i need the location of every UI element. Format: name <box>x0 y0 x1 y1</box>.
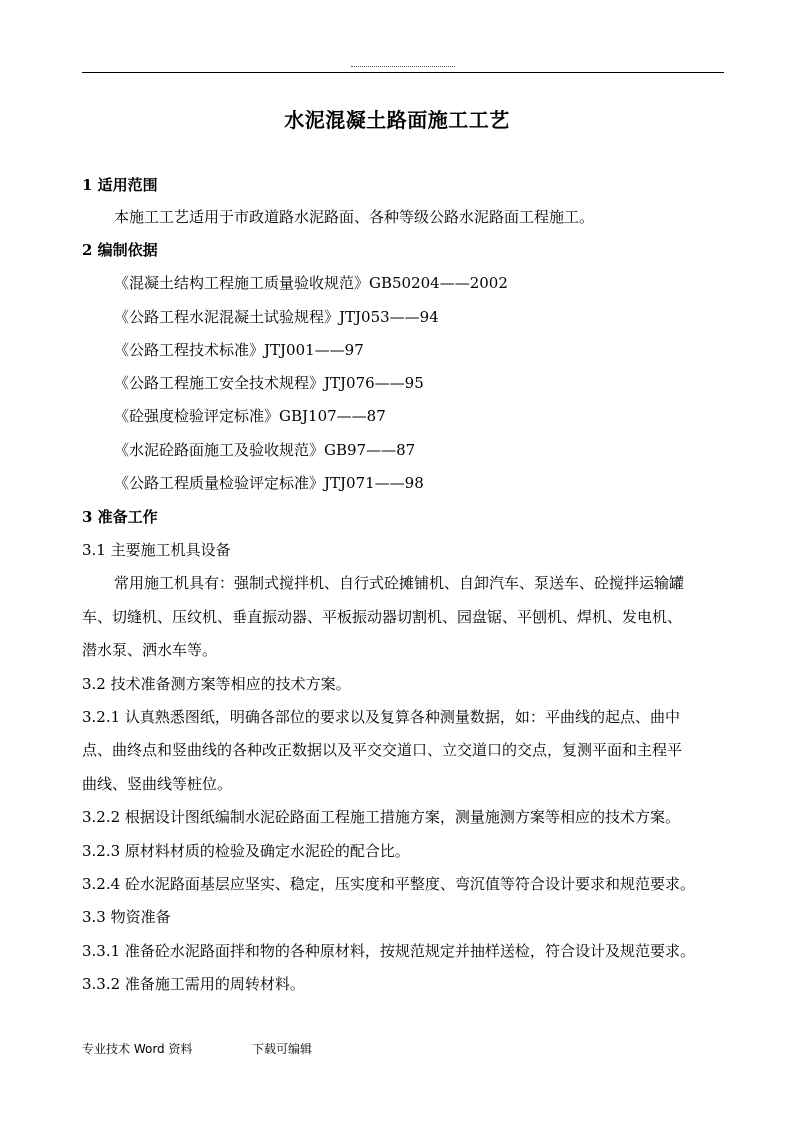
footer-left-text: 专业技术 Word 资料 <box>82 1042 193 1056</box>
section-3-heading: 3 准备工作 <box>82 508 158 526</box>
document-title: 水泥混凝土路面施工工艺 <box>284 108 510 132</box>
reference-item: 《混凝土结构工程施工质量验收规范》GB50204——2002 <box>114 274 508 292</box>
paragraph-line: 常用施工机具有：强制式搅拌机、自行式砼摊铺机、自卸汽车、泵送车、砼搅拌运输罐 <box>114 574 685 592</box>
subsection-3-2: 3.2 技术准备测方案等相应的技术方案。 <box>82 675 351 693</box>
paragraph-line: 3.3.2 准备施工需用的周转材料。 <box>82 975 305 993</box>
paragraph-line: 3.2.3 原材料材质的检验及确定水泥砼的配合比。 <box>82 842 410 860</box>
section-1-text: 本施工工艺适用于市政道路水泥路面、各种等级公路水泥路面工程施工。 <box>114 208 595 226</box>
section-2-heading: 2 编制依据 <box>82 241 158 259</box>
reference-item: 《公路工程质量检验评定标准》JTJ071——98 <box>114 474 424 492</box>
reference-item: 《水泥砼路面施工及验收规范》GB97——87 <box>114 441 416 459</box>
paragraph-line: 曲线、竖曲线等桩位。 <box>82 775 233 793</box>
subsection-3-3: 3.3 物资准备 <box>82 908 171 926</box>
footer-right-text: 下载可编辑 <box>252 1042 313 1056</box>
paragraph-line: 3.3.1 准备砼水泥路面拌和物的各种原材料，按规范规定并抽样送检，符合设计及规范要求。 <box>82 942 695 960</box>
paragraph-line: 3.2.1 认真熟悉图纸，明确各部位的要求以及复算各种测量数据，如：平曲线的起点、曲中 <box>82 708 680 726</box>
reference-item: 《公路工程技术标准》JTJ001——97 <box>114 341 364 359</box>
header-dotted-line <box>351 60 455 67</box>
paragraph-line: 点、曲终点和竖曲线的各种改正数据以及平交交道口、立交道口的交点，复测平面和主程平 <box>82 741 683 759</box>
paragraph-line: 3.2.4 砼水泥路面基层应坚实、稳定，压实度和平整度、弯沉值等符合设计要求和规范要求。 <box>82 875 695 893</box>
section-1-heading: 1 适用范围 <box>82 176 158 194</box>
paragraph-line: 车、切缝机、压纹机、垂直振动器、平板振动器切割机、园盘锯、平刨机、焊机、发电机、 <box>82 608 683 626</box>
reference-item: 《砼强度检验评定标准》GBJ107——87 <box>114 407 386 425</box>
reference-item: 《公路工程水泥混凝土试验规程》JTJ053——94 <box>114 308 439 326</box>
reference-item: 《公路工程施工安全技术规程》JTJ076——95 <box>114 374 424 392</box>
header-rule <box>82 72 724 73</box>
subsection-3-1: 3.1 主要施工机具设备 <box>82 541 231 559</box>
paragraph-line: 3.2.2 根据设计图纸编制水泥砼路面工程施工措施方案，测量施测方案等相应的技术方案。 <box>82 808 680 826</box>
paragraph-line: 潜水泵、洒水车等。 <box>82 641 218 659</box>
